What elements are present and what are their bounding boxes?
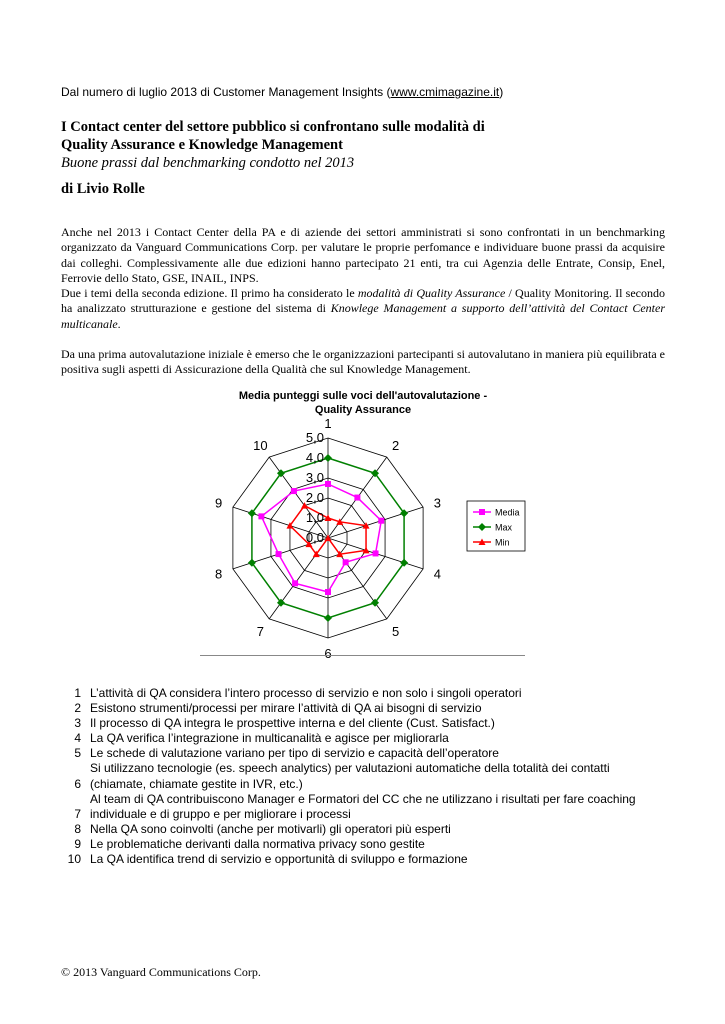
- radar-chart: [195, 385, 535, 660]
- list-item: [61, 777, 681, 792]
- data-point: [325, 535, 332, 542]
- category-label: 10: [253, 437, 268, 453]
- list-item: [61, 701, 681, 716]
- title-line-2: Quality Assurance e Knowledge Management: [61, 137, 343, 153]
- radial-tick-label: 1,0: [305, 510, 324, 525]
- p2-emph-qa: modalità di Quality Assurance: [357, 286, 506, 301]
- list-item: [61, 731, 681, 746]
- p2-text-a: Due i temi della seconda edizione. Il primo ha considerato le: [61, 286, 358, 301]
- category-label: 2: [391, 437, 400, 453]
- chart-title-line-2: Quality Assurance: [314, 404, 412, 416]
- list-item: [61, 852, 681, 867]
- legend-label: Max: [495, 522, 513, 533]
- radial-tick-label: 0,0: [305, 530, 324, 545]
- list-item: [61, 746, 681, 761]
- list-item: [61, 686, 681, 701]
- copyright-footer: © 2013 Vanguard Communications Corp.: [61, 965, 261, 979]
- category-label: 9: [215, 495, 223, 511]
- paragraph-2: [61, 286, 665, 332]
- data-point: [292, 580, 298, 586]
- category-label: 8: [215, 566, 223, 582]
- list-item: [61, 807, 681, 822]
- list-item-text: Le schede di valutazione variano per tipo di servizio e capacità dell’operatore: [90, 746, 499, 761]
- data-point: [378, 518, 384, 524]
- source-link[interactable]: www.cmimagazine.it: [390, 85, 500, 99]
- data-point: [276, 551, 282, 557]
- list-item-number: 5: [74, 746, 81, 761]
- data-point: [291, 488, 297, 494]
- data-point: [373, 550, 379, 556]
- legend-marker: [479, 509, 485, 515]
- source-suffix: ): [499, 85, 504, 99]
- category-label: 1: [324, 416, 332, 431]
- list-item: [61, 716, 681, 731]
- list-item-continuation: [61, 792, 681, 807]
- list-item-text-pre: Si utilizzano tecnologie (es. speech analytics) per valutazioni automatiche della totalità dei contatti: [90, 761, 610, 776]
- data-point: [324, 454, 332, 462]
- list-item-number: 7: [74, 806, 81, 821]
- subtitle: Buone prassi dal benchmarking condotto nel 2013: [61, 155, 355, 171]
- radial-tick-label: 5,0: [305, 430, 324, 445]
- author: di Livio Rolle: [61, 181, 145, 197]
- chart-title-line-1: Media punteggi sulle voci dell'autovalutazione -: [238, 390, 488, 402]
- list-item-text: La QA identifica trend di servizio e opportunità di sviluppo e formazione: [90, 852, 468, 867]
- legend-label: Media: [495, 507, 520, 518]
- article-title: [61, 118, 661, 172]
- paragraph-3: Da una prima autovalutazione iniziale è emerso che le organizzazioni partecipanti si autovalutano in maniera più equilibrata e positiva sugli aspetti di Assicurazione della Qualità che sul Knowledge Management.: [61, 347, 665, 377]
- list-item-number: 6: [74, 776, 81, 791]
- paragraph-1: Anche nel 2013 i Contact Center della PA e di aziende dei settori amministrati si sono confrontati in un benchmarking organizzato da Vanguard Communications Corp. per valutare le proprie perfomance e individuare buone prassi da acquisire dai colleghi. Complessivamente alle due edizioni hanno partecipato 21 enti, tra cui Agenzia delle Entrate, Consip, Enel, Ferrovie dello Stato, GSE, INAIL, INPS.: [61, 225, 665, 285]
- p2-text-c: / Quality Monitoring. Il secondo ha analizzato strutturazione e gestione del sistema di: [61, 286, 665, 316]
- category-label: 5: [391, 624, 400, 640]
- chart-bottom-rule: [200, 655, 525, 656]
- list-item-continuation: [61, 761, 681, 776]
- source-prefix: Dal numero di luglio 2013 di Customer Management Insights (: [61, 85, 391, 99]
- data-point: [324, 614, 332, 622]
- article-body: [61, 225, 665, 378]
- list-item-text: individuale e di gruppo e per migliorare i processi: [90, 806, 351, 821]
- list-item-number: 3: [74, 716, 81, 731]
- legend-label: Min: [495, 537, 510, 548]
- list-item-number: 10: [67, 852, 81, 867]
- list-item-number: 2: [74, 701, 81, 716]
- list-item-number-spacer: [61, 761, 90, 776]
- list-item-number: 8: [74, 821, 81, 836]
- title-line-1: I Contact center del settore pubblico si confrontano sulle modalità di: [61, 119, 485, 135]
- category-label: 3: [433, 495, 441, 511]
- category-label: 7: [256, 624, 265, 640]
- data-point: [354, 495, 360, 501]
- list-item-number: 4: [74, 731, 81, 746]
- radial-tick-label: 3,0: [305, 470, 324, 485]
- list-item-text: (chiamate, chiamate gestite in IVR, etc.): [90, 776, 303, 791]
- list-item-text: Esistono strumenti/processi per mirare l’attività di QA ai bisogni di servizio: [90, 701, 482, 716]
- list-item-text: L’attività di QA considera l’intero processo di servizio e non solo i singoli operatori: [90, 686, 522, 700]
- category-label: 6: [324, 646, 332, 660]
- data-point: [258, 513, 264, 519]
- category-label: 4: [433, 566, 441, 582]
- items-list: [61, 686, 681, 867]
- list-item: [61, 837, 681, 852]
- chart-legend: [467, 501, 525, 551]
- list-item-number: 9: [74, 836, 81, 851]
- list-item-text: Nella QA sono coinvolti (anche per motivarli) gli operatori più esperti: [90, 821, 451, 836]
- data-point: [325, 589, 331, 595]
- list-item-text-pre: Al team di QA contribuiscono Manager e Formatori del CC che ne utilizzano i risultati per fare coaching: [90, 791, 636, 806]
- list-item-text: Le problematiche derivanti dalla normativa privacy sono gestite: [90, 836, 425, 851]
- list-item-text: La QA verifica l’integrazione in multicanalità e agisce per migliorarla: [90, 731, 449, 746]
- list-item: [61, 822, 681, 837]
- data-point: [343, 559, 349, 565]
- radial-tick-label: 4,0: [305, 450, 324, 465]
- p2-emph-km: Knowlege Management a supporto dell’attività del Contact Center multicanale: [61, 301, 665, 331]
- list-item-number: 1: [74, 686, 81, 700]
- p2-text-e: .: [117, 316, 121, 331]
- data-point: [325, 481, 331, 487]
- list-item-number-spacer: [61, 792, 90, 807]
- radial-tick-label: 2,0: [305, 490, 324, 505]
- list-item-text: Il processo di QA integra le prospettive interna e del cliente (Cust. Satisfact.): [90, 716, 495, 731]
- data-point: [325, 515, 332, 522]
- source-line: [61, 85, 503, 99]
